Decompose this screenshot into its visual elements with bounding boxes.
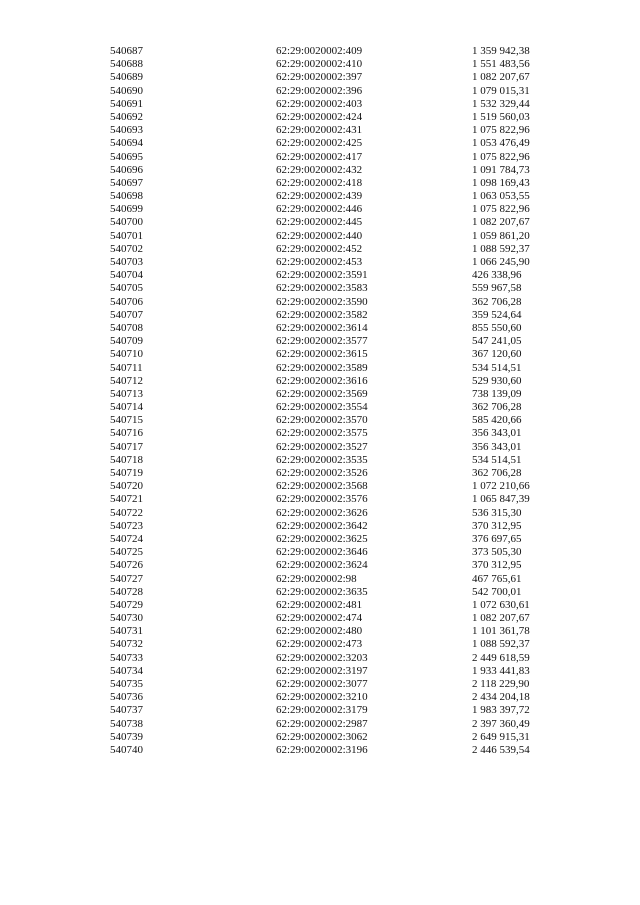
cadastral-number: 62:29:0020002:3062 — [276, 730, 368, 743]
table-row — [110, 256, 550, 269]
cadastral-value: 738 139,09 — [472, 387, 522, 400]
cadastral-number: 62:29:0020002:3196 — [276, 743, 368, 756]
cadastral-number: 62:29:0020002:396 — [276, 84, 363, 97]
row-number: 540700 — [110, 216, 143, 229]
table-row — [110, 124, 550, 137]
cadastral-value: 1 072 210,66 — [472, 480, 530, 493]
cadastral-number: 62:29:0020002:3197 — [276, 664, 368, 677]
table-row — [110, 533, 550, 546]
table-row — [110, 573, 550, 586]
row-number: 540714 — [110, 401, 143, 414]
table-row — [110, 151, 550, 164]
table-row — [110, 401, 550, 414]
cadastral-value: 547 241,05 — [472, 335, 522, 348]
row-number: 540708 — [110, 321, 143, 334]
row-number: 540691 — [110, 97, 143, 110]
row-number: 540701 — [110, 229, 143, 242]
row-number: 540690 — [110, 84, 143, 97]
cadastral-number: 62:29:0020002:3569 — [276, 387, 368, 400]
row-number: 540705 — [110, 282, 143, 295]
table-row — [110, 678, 550, 691]
cadastral-value: 467 765,61 — [472, 572, 522, 585]
cadastral-value: 426 338,96 — [472, 269, 522, 282]
cadastral-number: 62:29:0020002:3626 — [276, 506, 368, 519]
cadastral-number: 62:29:0020002:3577 — [276, 335, 368, 348]
cadastral-value: 534 514,51 — [472, 453, 522, 466]
row-number: 540689 — [110, 71, 143, 84]
cadastral-value: 559 967,58 — [472, 282, 522, 295]
table-row — [110, 480, 550, 493]
row-number: 540704 — [110, 269, 143, 282]
table-row — [110, 216, 550, 229]
cadastral-value: 362 706,28 — [472, 401, 522, 414]
table-row — [110, 546, 550, 559]
row-number: 540696 — [110, 163, 143, 176]
cadastral-value: 1 088 592,37 — [472, 242, 530, 255]
table-row — [110, 58, 550, 71]
cadastral-value: 1 519 560,03 — [472, 110, 530, 123]
row-number: 540740 — [110, 743, 143, 756]
cadastral-value: 2 118 229,90 — [472, 678, 530, 690]
row-number: 540707 — [110, 308, 143, 321]
cadastral-value: 1 075 822,96 — [472, 150, 530, 163]
row-number: 540702 — [110, 242, 143, 255]
table-row — [110, 638, 550, 651]
cadastral-number: 62:29:0020002:3583 — [276, 282, 368, 295]
table-row — [110, 164, 550, 177]
table-row — [110, 704, 550, 717]
row-number: 540715 — [110, 414, 143, 427]
table-row — [110, 559, 550, 572]
cadastral-value: 1 075 822,96 — [472, 203, 530, 216]
row-number: 540717 — [110, 440, 143, 453]
cadastral-number: 62:29:0020002:3635 — [276, 585, 368, 598]
table-row — [110, 243, 550, 256]
cadastral-value: 1 082 207,67 — [472, 216, 530, 229]
row-number: 540732 — [110, 638, 143, 651]
cadastral-number: 62:29:0020002:432 — [276, 163, 363, 176]
row-number: 540719 — [110, 467, 143, 479]
cadastral-number: 62:29:0020002:453 — [276, 256, 363, 268]
table-row — [110, 98, 550, 111]
cadastral-number: 62:29:0020002:3591 — [276, 269, 368, 282]
cadastral-number: 62:29:0020002:403 — [276, 97, 363, 110]
row-number: 540724 — [110, 532, 143, 545]
cadastral-value: 2 449 618,59 — [472, 651, 530, 664]
cadastral-value-table — [110, 45, 550, 757]
cadastral-value: 1 065 847,39 — [472, 493, 530, 506]
cadastral-number: 62:29:0020002:410 — [276, 58, 363, 71]
cadastral-value: 359 524,64 — [472, 308, 522, 321]
cadastral-number: 62:29:0020002:397 — [276, 71, 363, 84]
cadastral-number: 62:29:0020002:3179 — [276, 704, 368, 717]
table-row — [110, 309, 550, 322]
table-row — [110, 362, 550, 375]
cadastral-value: 1 063 053,55 — [472, 190, 530, 203]
cadastral-value: 529 930,60 — [472, 374, 522, 387]
row-number: 540712 — [110, 374, 143, 387]
table-row — [110, 493, 550, 506]
cadastral-value: 534 514,51 — [472, 361, 522, 374]
cadastral-number: 62:29:0020002:3526 — [276, 467, 368, 479]
cadastral-value: 1 551 483,56 — [472, 58, 530, 71]
cadastral-number: 62:29:0020002:424 — [276, 110, 363, 123]
cadastral-number: 62:29:0020002:481 — [276, 598, 363, 611]
table-row — [110, 137, 550, 150]
cadastral-number: 62:29:0020002:445 — [276, 216, 363, 229]
row-number: 540697 — [110, 176, 143, 189]
cadastral-number: 62:29:0020002:3646 — [276, 546, 368, 559]
row-number: 540729 — [110, 598, 143, 611]
row-number: 540688 — [110, 58, 143, 71]
cadastral-number: 62:29:0020002:3624 — [276, 559, 368, 572]
table-row — [110, 427, 550, 440]
table-row — [110, 744, 550, 757]
table-row — [110, 85, 550, 98]
cadastral-value: 1 983 397,72 — [472, 704, 530, 717]
cadastral-value: 2 446 539,54 — [472, 743, 530, 756]
row-number: 540699 — [110, 203, 143, 216]
row-number: 540709 — [110, 335, 143, 348]
table-row — [110, 454, 550, 467]
cadastral-value: 1 091 784,73 — [472, 163, 530, 176]
cadastral-value: 1 088 592,37 — [472, 638, 530, 651]
cadastral-value: 2 397 360,49 — [472, 717, 530, 730]
row-number: 540706 — [110, 295, 143, 308]
cadastral-number: 62:29:0020002:409 — [276, 45, 363, 57]
cadastral-number: 62:29:0020002:3527 — [276, 440, 368, 453]
cadastral-value: 370 312,95 — [472, 559, 522, 572]
row-number: 540736 — [110, 691, 143, 704]
cadastral-number: 62:29:0020002:3625 — [276, 532, 368, 545]
cadastral-value: 1 072 630,61 — [472, 598, 530, 611]
row-number: 540726 — [110, 559, 143, 572]
cadastral-number: 62:29:0020002:440 — [276, 229, 363, 242]
row-number: 540721 — [110, 493, 143, 506]
cadastral-number: 62:29:0020002:3535 — [276, 453, 368, 466]
row-number: 540725 — [110, 546, 143, 559]
row-number: 540738 — [110, 717, 143, 730]
cadastral-value: 1 059 861,20 — [472, 229, 530, 242]
cadastral-number: 62:29:0020002:98 — [276, 572, 357, 585]
cadastral-number: 62:29:0020002:3570 — [276, 414, 368, 427]
row-number: 540723 — [110, 519, 143, 532]
cadastral-value: 376 697,65 — [472, 532, 522, 545]
cadastral-value: 367 120,60 — [472, 348, 522, 361]
cadastral-number: 62:29:0020002:3582 — [276, 308, 368, 321]
row-number: 540695 — [110, 150, 143, 163]
cadastral-number: 62:29:0020002:3589 — [276, 361, 368, 374]
cadastral-value: 1 082 207,67 — [472, 612, 530, 625]
table-row — [110, 612, 550, 625]
cadastral-value: 855 550,60 — [472, 321, 522, 334]
cadastral-value: 1 075 822,96 — [472, 124, 530, 137]
row-number: 540698 — [110, 190, 143, 203]
cadastral-number: 62:29:0020002:417 — [276, 150, 363, 163]
row-number: 540730 — [110, 612, 143, 625]
cadastral-value: 1 933 441,83 — [472, 664, 530, 677]
row-number: 540727 — [110, 572, 143, 585]
cadastral-number: 62:29:0020002:3568 — [276, 480, 368, 493]
cadastral-number: 62:29:0020002:3077 — [276, 678, 368, 690]
cadastral-number: 62:29:0020002:446 — [276, 203, 363, 216]
table-row — [110, 718, 550, 731]
row-number: 540703 — [110, 256, 143, 268]
cadastral-number: 62:29:0020002:3210 — [276, 691, 368, 704]
row-number: 540737 — [110, 704, 143, 717]
row-number: 540711 — [110, 361, 143, 374]
table-row — [110, 111, 550, 124]
table-row — [110, 282, 550, 295]
cadastral-value: 2 649 915,31 — [472, 730, 530, 743]
cadastral-value: 536 315,30 — [472, 506, 522, 519]
cadastral-number: 62:29:0020002:439 — [276, 190, 363, 203]
cadastral-value: 1 101 361,78 — [472, 625, 530, 638]
cadastral-value: 1 532 329,44 — [472, 97, 530, 110]
row-number: 540718 — [110, 453, 143, 466]
cadastral-number: 62:29:0020002:473 — [276, 638, 363, 651]
cadastral-number: 62:29:0020002:3615 — [276, 348, 368, 361]
cadastral-number: 62:29:0020002:452 — [276, 242, 363, 255]
cadastral-number: 62:29:0020002:425 — [276, 137, 363, 150]
cadastral-value: 373 505,30 — [472, 546, 522, 559]
cadastral-value: 1 053 476,49 — [472, 137, 530, 150]
cadastral-value: 585 420,66 — [472, 414, 522, 427]
row-number: 540692 — [110, 110, 143, 123]
row-number: 540734 — [110, 664, 143, 677]
table-row — [110, 190, 550, 203]
cadastral-value: 370 312,95 — [472, 519, 522, 532]
row-number: 540716 — [110, 427, 143, 440]
cadastral-value: 1 066 245,90 — [472, 256, 530, 268]
table-row — [110, 467, 550, 480]
table-row — [110, 335, 550, 348]
row-number: 540694 — [110, 137, 143, 150]
table-row — [110, 414, 550, 427]
row-number: 540710 — [110, 348, 143, 361]
cadastral-number: 62:29:0020002:3614 — [276, 321, 368, 334]
table-row — [110, 520, 550, 533]
table-row — [110, 625, 550, 638]
cadastral-value: 356 343,01 — [472, 427, 522, 440]
table-row — [110, 652, 550, 665]
cadastral-value: 356 343,01 — [472, 440, 522, 453]
table-row — [110, 507, 550, 520]
table-row — [110, 71, 550, 84]
cadastral-number: 62:29:0020002:3554 — [276, 401, 368, 414]
cadastral-number: 62:29:0020002:3642 — [276, 519, 368, 532]
cadastral-number: 62:29:0020002:3616 — [276, 374, 368, 387]
cadastral-value: 362 706,28 — [472, 295, 522, 308]
cadastral-number: 62:29:0020002:3590 — [276, 295, 368, 308]
table-row — [110, 375, 550, 388]
table-row — [110, 203, 550, 216]
row-number: 540713 — [110, 387, 143, 400]
table-row — [110, 269, 550, 282]
cadastral-number: 62:29:0020002:418 — [276, 176, 363, 189]
row-number: 540731 — [110, 625, 143, 638]
table-row — [110, 586, 550, 599]
row-number: 540739 — [110, 730, 143, 743]
table-row — [110, 691, 550, 704]
table-row — [110, 441, 550, 454]
table-row — [110, 665, 550, 678]
cadastral-value: 1 098 169,43 — [472, 176, 530, 189]
cadastral-number: 62:29:0020002:480 — [276, 625, 363, 638]
cadastral-number: 62:29:0020002:3575 — [276, 427, 368, 440]
table-row — [110, 348, 550, 361]
cadastral-number: 62:29:0020002:3576 — [276, 493, 368, 506]
cadastral-number: 62:29:0020002:3203 — [276, 651, 368, 664]
cadastral-value: 362 706,28 — [472, 467, 522, 479]
table-row — [110, 177, 550, 190]
cadastral-value: 2 434 204,18 — [472, 691, 530, 704]
row-number: 540720 — [110, 480, 143, 493]
table-row — [110, 388, 550, 401]
table-row — [110, 599, 550, 612]
cadastral-number: 62:29:0020002:2987 — [276, 717, 368, 730]
table-row — [110, 322, 550, 335]
table-row — [110, 296, 550, 309]
row-number: 540735 — [110, 678, 143, 690]
table-row — [110, 45, 550, 58]
cadastral-number: 62:29:0020002:474 — [276, 612, 363, 625]
cadastral-value: 1 079 015,31 — [472, 84, 530, 97]
row-number: 540693 — [110, 124, 143, 137]
row-number: 540728 — [110, 585, 143, 598]
row-number: 540733 — [110, 651, 143, 664]
cadastral-number: 62:29:0020002:431 — [276, 124, 363, 137]
row-number: 540722 — [110, 506, 143, 519]
table-row — [110, 731, 550, 744]
row-number: 540687 — [110, 45, 143, 57]
table-row — [110, 230, 550, 243]
cadastral-value: 1 082 207,67 — [472, 71, 530, 84]
cadastral-value: 542 700,01 — [472, 585, 522, 598]
cadastral-value: 1 359 942,38 — [472, 45, 530, 57]
